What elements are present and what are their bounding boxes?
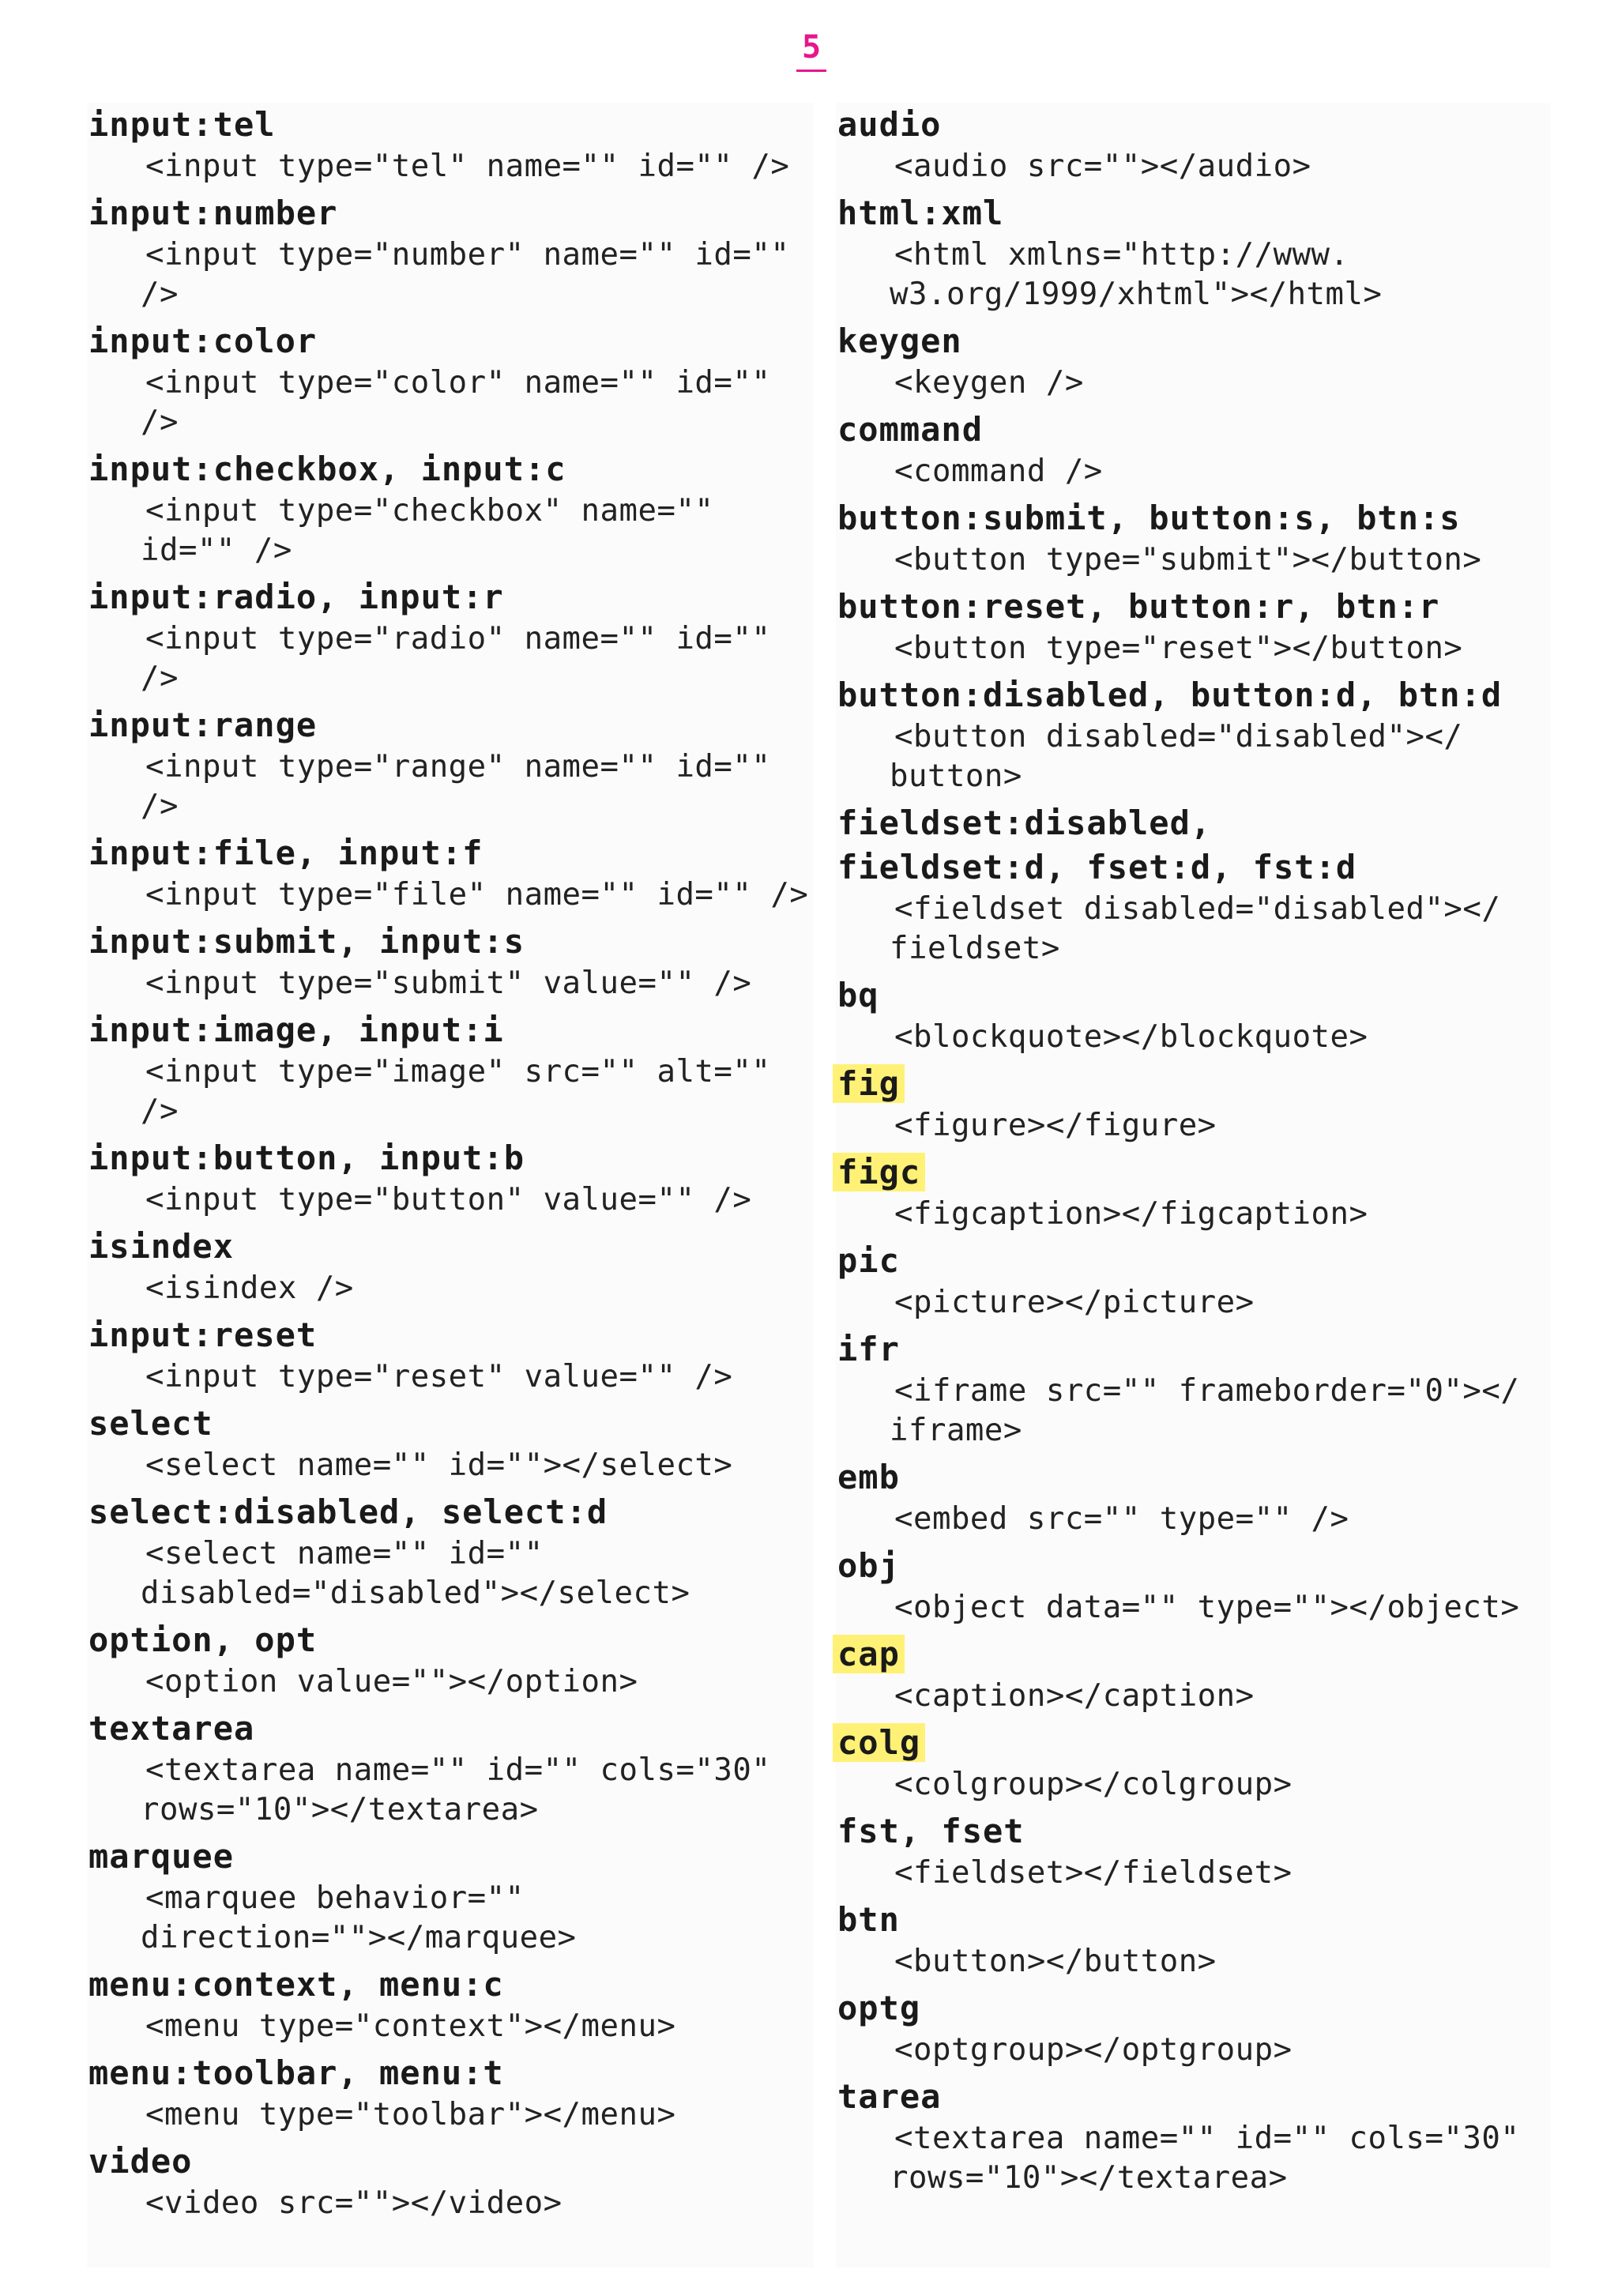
emmet-entry <box>87 2140 814 2223</box>
emmet-entry <box>87 103 814 186</box>
abbreviation <box>837 1150 1551 1195</box>
abbreviation: input:checkbox, input:c <box>88 450 566 488</box>
expansion-line: <select name="" id="" <box>145 1536 544 1571</box>
abbreviation: keygen <box>837 322 962 360</box>
emmet-entry <box>87 2051 814 2135</box>
abbreviation: ifr <box>837 1330 900 1368</box>
abbreviation: bq <box>837 976 879 1014</box>
expansion <box>88 1357 814 1397</box>
expansion-line: <embed src="" type="" /> <box>894 1501 1349 1537</box>
expansion-line: <menu type="context"></menu> <box>145 2008 676 2044</box>
expansion <box>837 1677 1551 1716</box>
expansion <box>837 1372 1551 1451</box>
emmet-entry <box>836 1721 1551 1805</box>
expansion-line: /> <box>141 661 179 696</box>
emmet-entry <box>836 801 1551 969</box>
expansion <box>88 1751 814 1830</box>
abbreviation: input:color <box>88 322 318 360</box>
abbreviation: textarea <box>88 1709 255 1748</box>
expansion-line: <input type="reset" value="" /> <box>145 1359 733 1395</box>
expansion <box>837 540 1551 580</box>
abbreviation: pic <box>837 1241 900 1280</box>
emmet-entry <box>836 191 1551 314</box>
abbreviation <box>837 1721 1551 1765</box>
emmet-entry <box>836 1898 1551 1982</box>
expansion <box>837 1942 1551 1982</box>
expansion-line: <fieldset></fieldset> <box>894 1855 1293 1891</box>
emmet-entry <box>87 1963 814 2046</box>
expansion-line: <menu type="toolbar"></menu> <box>145 2097 676 2132</box>
expansion <box>88 147 814 186</box>
emmet-entry <box>836 1062 1551 1146</box>
emmet-entry <box>87 1835 814 1958</box>
emmet-entry <box>87 1225 814 1308</box>
abbreviation: obj <box>837 1546 900 1585</box>
emmet-entry <box>836 103 1551 186</box>
expansion <box>88 235 814 314</box>
abbreviation: emb <box>837 1458 900 1496</box>
expansion-line: <optgroup></optgroup> <box>894 2032 1293 2068</box>
expansion <box>837 1588 1551 1628</box>
expansion-line: /> <box>141 789 179 824</box>
abbreviation: video <box>88 2142 193 2181</box>
abbreviation: menu:toolbar, menu:t <box>88 2053 504 2092</box>
emmet-entry <box>836 408 1551 491</box>
abbreviation: fieldset:disabled, fieldset:d, fset:d, fst:d <box>837 804 1357 886</box>
expansion <box>88 363 814 442</box>
expansion-line: fieldset> <box>890 931 1060 966</box>
emmet-entry <box>87 1402 814 1485</box>
page-number: 5 <box>801 29 822 66</box>
emmet-entry <box>836 1239 1551 1323</box>
expansion <box>837 2031 1551 2070</box>
expansion <box>88 747 814 826</box>
expansion-line: <select name="" id=""></select> <box>145 1447 733 1483</box>
expansion-line: <figure></figure> <box>894 1108 1217 1143</box>
expansion <box>837 1018 1551 1057</box>
emmet-entry <box>87 575 814 698</box>
expansion <box>837 1283 1551 1323</box>
page-number-underline <box>796 70 826 72</box>
emmet-entry <box>87 920 814 1003</box>
expansion-line: <object data="" type=""></object> <box>894 1590 1520 1625</box>
expansion-line: <input type="radio" name="" id="" <box>145 621 771 657</box>
expansion-line: <video src=""></video> <box>145 2185 563 2221</box>
abbreviation: input:reset <box>88 1315 318 1354</box>
abbreviation: html:xml <box>837 194 1004 232</box>
expansion <box>837 629 1551 668</box>
expansion-line: <input type="checkbox" name="" <box>145 493 714 529</box>
abbreviation: input:image, input:i <box>88 1011 504 1049</box>
expansion-line: <input type="tel" name="" id="" /> <box>145 149 790 184</box>
emmet-entry <box>836 2075 1551 2198</box>
expansion <box>837 1500 1551 1539</box>
emmet-entry <box>836 496 1551 580</box>
expansion <box>837 147 1551 186</box>
expansion <box>88 1269 814 1308</box>
abbreviation: audio <box>837 105 942 144</box>
abbreviation: input:button, input:b <box>88 1139 525 1177</box>
abbreviation <box>837 1062 1551 1106</box>
expansion-line: iframe> <box>890 1413 1022 1448</box>
expansion-line: <input type="number" name="" id="" <box>145 237 790 273</box>
expansion-line: <button disabled="disabled"></ <box>894 719 1463 755</box>
emmet-entry <box>87 831 814 915</box>
emmet-entry <box>836 973 1551 1057</box>
abbreviation: button:reset, button:r, btn:r <box>837 587 1440 626</box>
emmet-entry <box>87 1136 814 1220</box>
highlighted-abbreviation: fig <box>833 1064 905 1103</box>
expansion <box>88 964 814 1003</box>
abbreviation: option, opt <box>88 1620 318 1659</box>
emmet-entry <box>836 1455 1551 1539</box>
abbreviation: input:submit, input:s <box>88 922 525 961</box>
expansion <box>88 1662 814 1702</box>
expansion <box>837 1854 1551 1893</box>
emmet-entry <box>836 1809 1551 1893</box>
emmet-entry <box>87 703 814 826</box>
expansion-line: button> <box>890 758 1022 794</box>
emmet-entry <box>87 1490 814 1613</box>
emmet-entry <box>87 1313 814 1397</box>
abbreviation: optg <box>837 1989 921 2027</box>
expansion <box>88 2007 814 2046</box>
expansion-line: <colgroup></colgroup> <box>894 1767 1293 1802</box>
expansion-line: /> <box>141 277 179 312</box>
emmet-entry <box>836 1327 1551 1451</box>
right-column <box>836 103 1551 2268</box>
abbreviation: btn <box>837 1900 900 1939</box>
expansion <box>88 2184 814 2223</box>
abbreviation: button:submit, button:s, btn:s <box>837 499 1461 537</box>
expansion-line: disabled="disabled"></select> <box>141 1575 690 1611</box>
expansion-line: <input type="file" name="" id="" /> <box>145 877 809 913</box>
emmet-entry <box>87 447 814 570</box>
expansion <box>88 875 814 915</box>
expansion <box>88 1534 814 1613</box>
expansion-line: w3.org/1999/xhtml"></html> <box>890 277 1383 312</box>
expansion <box>837 1106 1551 1146</box>
expansion <box>837 1765 1551 1805</box>
abbreviation: command <box>837 410 984 449</box>
expansion-line: <keygen /> <box>894 365 1084 401</box>
emmet-entry <box>87 1008 814 1131</box>
expansion-line: <html xmlns="http://www. <box>894 237 1349 273</box>
abbreviation: marquee <box>88 1837 235 1876</box>
left-column <box>87 103 814 2268</box>
expansion-line: /> <box>141 1093 179 1129</box>
abbreviation: tarea <box>837 2077 942 2116</box>
emmet-entry <box>836 1150 1551 1234</box>
abbreviation: input:file, input:f <box>88 834 484 872</box>
expansion-line: <button></button> <box>894 1944 1217 1979</box>
expansion-line: <option value=""></option> <box>145 1664 638 1699</box>
expansion-line: <iframe src="" frameborder="0"></ <box>894 1373 1520 1409</box>
abbreviation: button:disabled, button:d, btn:d <box>837 676 1503 714</box>
emmet-entry <box>836 673 1551 796</box>
expansion-line: /> <box>141 405 179 440</box>
expansion <box>88 1180 814 1220</box>
expansion <box>88 1879 814 1958</box>
abbreviation: input:range <box>88 706 318 744</box>
emmet-entry <box>87 1618 814 1702</box>
emmet-entry <box>836 1544 1551 1628</box>
emmet-entry <box>836 319 1551 403</box>
emmet-entry <box>87 191 814 314</box>
expansion-line: <isindex /> <box>145 1270 354 1306</box>
abbreviation: input:radio, input:r <box>88 578 504 616</box>
expansion <box>88 2095 814 2135</box>
expansion-line: <picture></picture> <box>894 1285 1255 1320</box>
expansion-line: <command /> <box>894 454 1103 489</box>
expansion-line: <input type="range" name="" id="" <box>145 749 771 785</box>
expansion <box>837 717 1551 796</box>
abbreviation: input:number <box>88 194 338 232</box>
emmet-entry <box>87 1707 814 1830</box>
emmet-entry <box>836 585 1551 668</box>
expansion-line: rows="10"></textarea> <box>141 1792 539 1827</box>
expansion <box>837 452 1551 491</box>
abbreviation: fst, fset <box>837 1812 1025 1850</box>
expansion-line: <caption></caption> <box>894 1678 1255 1714</box>
highlighted-abbreviation: colg <box>833 1723 925 1762</box>
abbreviation: select <box>88 1404 213 1443</box>
expansion <box>837 890 1551 969</box>
expansion <box>837 1195 1551 1234</box>
abbreviation: select:disabled, select:d <box>88 1492 608 1531</box>
highlighted-abbreviation: figc <box>833 1153 925 1191</box>
expansion-line: id="" /> <box>141 533 292 568</box>
expansion-line: <input type="submit" value="" /> <box>145 965 752 1001</box>
expansion-line: <input type="color" name="" id="" <box>145 365 771 401</box>
abbreviation: isindex <box>88 1227 235 1266</box>
emmet-entry <box>87 319 814 442</box>
highlighted-abbreviation: cap <box>833 1635 905 1673</box>
expansion-line: direction=""></marquee> <box>141 1920 577 1955</box>
expansion-line: <textarea name="" id="" cols="30" <box>894 2121 1520 2156</box>
expansion-line: <fieldset disabled="disabled"></ <box>894 891 1501 927</box>
abbreviation: input:tel <box>88 105 276 144</box>
expansion <box>88 619 814 698</box>
abbreviation <box>837 1632 1551 1677</box>
expansion-line: <marquee behavior="" <box>145 1880 525 1916</box>
expansion <box>88 1052 814 1131</box>
expansion <box>837 2119 1551 2198</box>
emmet-entry <box>836 1632 1551 1716</box>
expansion <box>837 363 1551 403</box>
expansion <box>837 235 1551 314</box>
expansion-line: <figcaption></figcaption> <box>894 1196 1368 1232</box>
expansion-line: <audio src=""></audio> <box>894 149 1311 184</box>
expansion <box>88 491 814 570</box>
expansion-line: <button type="reset"></button> <box>894 630 1463 666</box>
expansion-line: <button type="submit"></button> <box>894 542 1482 578</box>
expansion-line: <input type="button" value="" /> <box>145 1182 752 1218</box>
expansion <box>88 1446 814 1485</box>
emmet-entry <box>836 1986 1551 2070</box>
expansion-line: <input type="image" src="" alt="" <box>145 1054 771 1090</box>
expansion-line: rows="10"></textarea> <box>890 2160 1288 2196</box>
expansion-line: <textarea name="" id="" cols="30" <box>145 1752 771 1788</box>
expansion-line: <blockquote></blockquote> <box>894 1019 1368 1055</box>
abbreviation: menu:context, menu:c <box>88 1965 504 2004</box>
